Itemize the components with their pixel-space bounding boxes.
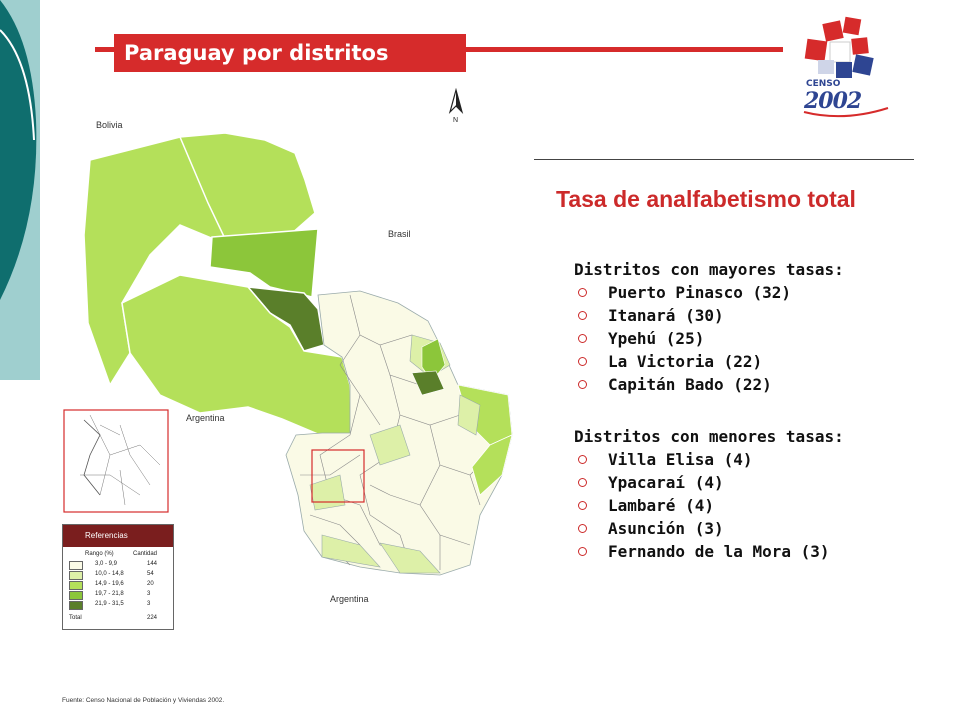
legend-swatch bbox=[69, 561, 83, 570]
legend-range: 19,7 - 21,8 bbox=[95, 591, 124, 597]
list-item bbox=[574, 373, 844, 396]
legend-count: 54 bbox=[147, 571, 154, 577]
legend-row bbox=[69, 561, 169, 569]
lowest-rates-list bbox=[574, 425, 844, 563]
list-item bbox=[574, 350, 844, 373]
legend-count: 3 bbox=[147, 591, 151, 597]
legend-range: 14,9 - 19,6 bbox=[95, 581, 124, 587]
list-item bbox=[574, 304, 844, 327]
list-item bbox=[574, 494, 844, 517]
map-legend bbox=[62, 524, 174, 630]
list-item-text: Puerto Pinasco (32) bbox=[608, 283, 792, 302]
legend-title: Referencias bbox=[63, 525, 173, 547]
legend-row bbox=[69, 591, 169, 599]
slide-subtitle: Tasa de analfabetismo total bbox=[556, 186, 856, 212]
legend-row bbox=[69, 581, 169, 589]
circle-bullet-icon bbox=[578, 380, 587, 389]
left-decoration bbox=[0, 0, 40, 380]
list-item-text: Ypehú (25) bbox=[608, 329, 705, 348]
list-item bbox=[574, 471, 844, 494]
list-item-text: Villa Elisa (4) bbox=[608, 450, 753, 469]
circle-bullet-icon bbox=[578, 455, 587, 464]
legend-swatch bbox=[69, 601, 83, 610]
circle-bullet-icon bbox=[578, 501, 587, 510]
legend-total-count: 224 bbox=[147, 615, 158, 621]
legend-row bbox=[69, 601, 169, 609]
list-item-text: La Victoria (22) bbox=[608, 352, 763, 371]
list-item-text: Capitán Bado (22) bbox=[608, 375, 772, 394]
list-item-text: Ypacaraí (4) bbox=[608, 473, 724, 492]
logo-word: CENSO bbox=[806, 79, 841, 89]
circle-bullet-icon bbox=[578, 311, 587, 320]
list-item-text: Fernando de la Mora (3) bbox=[608, 542, 830, 561]
legend-row bbox=[69, 571, 169, 579]
legend-swatch bbox=[69, 581, 83, 590]
list-item-text: Itanará (30) bbox=[608, 306, 724, 325]
legend-column-headers bbox=[85, 551, 171, 557]
label-bolivia: Bolivia bbox=[96, 120, 123, 130]
list-item bbox=[574, 517, 844, 540]
label-brasil: Brasil bbox=[388, 229, 411, 239]
list-item bbox=[574, 540, 844, 563]
legend-total-label: Total bbox=[69, 615, 82, 621]
circle-bullet-icon bbox=[578, 288, 587, 297]
label-argentina-south: Argentina bbox=[330, 594, 369, 604]
source-note: Fuente: Censo Nacional de Población y Viviendas 2002. bbox=[62, 697, 225, 704]
label-argentina-west: Argentina bbox=[186, 413, 225, 423]
legend-count: 3 bbox=[147, 601, 151, 607]
legend-range: 3,0 - 9,9 bbox=[95, 561, 118, 567]
legend-range: 10,0 - 14,8 bbox=[95, 571, 124, 577]
legend-swatch bbox=[69, 591, 83, 600]
legend-range: 21,9 - 31,5 bbox=[95, 601, 124, 607]
circle-bullet-icon bbox=[578, 547, 587, 556]
legend-count: 20 bbox=[147, 581, 154, 587]
compass-letter: N bbox=[453, 117, 459, 124]
divider-rule bbox=[534, 159, 914, 160]
list-item bbox=[574, 327, 844, 350]
lowest-rates-heading: Distritos con menores tasas: bbox=[574, 427, 844, 446]
circle-bullet-icon bbox=[578, 334, 587, 343]
map-inset bbox=[64, 410, 168, 512]
list-item-text: Lambaré (4) bbox=[608, 496, 714, 515]
legend-col-count: Cantidad bbox=[133, 551, 158, 557]
legend-col-range: Rango (%) bbox=[85, 551, 114, 557]
list-item bbox=[574, 281, 844, 304]
circle-bullet-icon bbox=[578, 357, 587, 366]
circle-bullet-icon bbox=[578, 478, 587, 487]
logo-year: 2002 bbox=[804, 88, 862, 114]
legend-count: 144 bbox=[147, 561, 158, 567]
legend-total bbox=[69, 615, 169, 621]
legend-swatch bbox=[69, 571, 83, 580]
list-item bbox=[574, 448, 844, 471]
slide-title: Paraguay por distritos bbox=[124, 41, 389, 65]
circle-bullet-icon bbox=[578, 524, 587, 533]
highest-rates-list bbox=[574, 258, 844, 396]
list-item-text: Asunción (3) bbox=[608, 519, 724, 538]
highest-rates-heading: Distritos con mayores tasas: bbox=[574, 260, 844, 279]
